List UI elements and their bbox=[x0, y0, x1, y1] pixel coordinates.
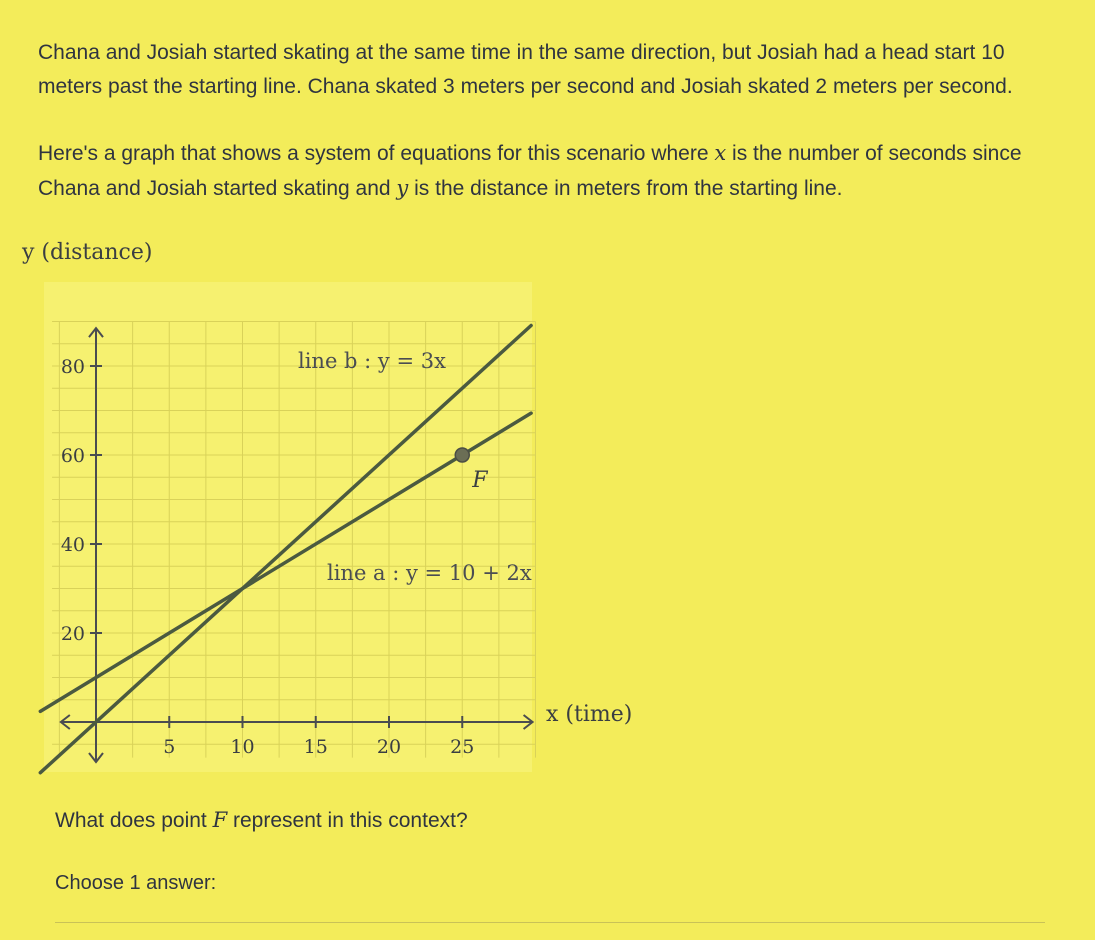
paragraph-2-text-a: Here's a graph that shows a system of equations for this scenario where bbox=[38, 142, 715, 165]
y-variable: y bbox=[396, 176, 409, 200]
x-tick-label: 25 bbox=[450, 736, 475, 758]
y-axis-label: y (distance) bbox=[22, 240, 153, 265]
y-tick-label: 40 bbox=[60, 534, 85, 556]
x-tick-label: 10 bbox=[230, 736, 255, 758]
line-b-label: line b : y = 3x bbox=[298, 349, 446, 373]
question-prefix: What does point bbox=[55, 809, 213, 832]
y-tick-label: 20 bbox=[60, 623, 85, 645]
x-axis-label: x (time) bbox=[546, 702, 633, 727]
question-suffix: represent in this context? bbox=[227, 809, 468, 832]
choose-answer-label: Choose 1 answer: bbox=[55, 872, 217, 894]
line-a-label: line a : y = 10 + 2x bbox=[327, 561, 532, 585]
y-tick-label: 80 bbox=[60, 356, 85, 378]
divider bbox=[55, 922, 1045, 923]
x-tick-label: 5 bbox=[163, 736, 176, 758]
x-tick-label: 20 bbox=[376, 736, 402, 758]
question-text bbox=[55, 808, 468, 833]
x-tick-label: 15 bbox=[303, 736, 328, 758]
x-variable: x bbox=[714, 141, 727, 165]
paragraph-2-text-c: is the distance in meters from the starting line. bbox=[408, 177, 843, 200]
problem-paragraph-1: Chana and Josiah started skating at the same time in the same direction, but Josiah had a head start 10 meters past the starting line. Chana skated 3 meters per second and Josiah skated 2 meters per second. bbox=[38, 41, 1013, 98]
point-label-F: F bbox=[472, 468, 488, 493]
plot-background bbox=[44, 282, 532, 772]
question-point: F bbox=[212, 808, 228, 832]
point-F bbox=[455, 448, 469, 462]
y-tick-label: 60 bbox=[60, 445, 85, 467]
paragraph-2-text-b: is the number of seconds since Chana and Josiah started skating and bbox=[38, 142, 1022, 200]
